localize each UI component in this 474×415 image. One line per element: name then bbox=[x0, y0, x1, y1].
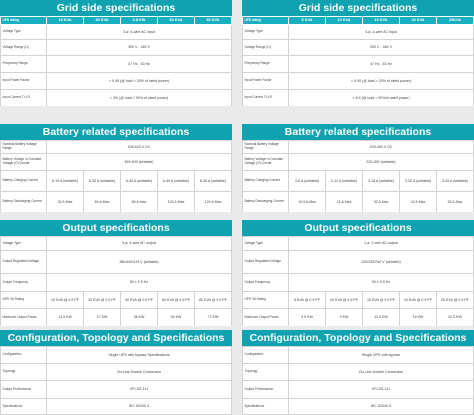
row-value: 380/400/415 V (settable) bbox=[47, 251, 232, 274]
row-value: 300 V - 460 V bbox=[289, 40, 474, 56]
table-row bbox=[243, 347, 474, 364]
table-row bbox=[1, 25, 232, 40]
row-label: Frequency Range bbox=[1, 56, 47, 73]
table-row bbox=[243, 192, 474, 213]
rating-cell: 10 KVA @ 0.9 PF bbox=[326, 292, 363, 309]
table-row bbox=[1, 399, 232, 415]
band-cell: 10 KVA bbox=[326, 17, 363, 25]
max-power-cell: 18 KW bbox=[400, 309, 437, 327]
row-label: Output Frequency bbox=[243, 274, 289, 292]
row-label: Output Performance bbox=[243, 381, 289, 399]
section-gap bbox=[0, 106, 474, 124]
row-value: > 0.99 (@ load > 20% of rated power) bbox=[289, 73, 474, 90]
table-row bbox=[243, 90, 474, 107]
table-row bbox=[1, 274, 232, 292]
table-row bbox=[243, 154, 474, 171]
row-label: Output Regulated Voltage bbox=[243, 251, 289, 274]
charging-cell: 6-40 A (settable) bbox=[158, 171, 195, 192]
grid-spec-table bbox=[0, 16, 232, 107]
max-power-cell: 13.5 KW bbox=[47, 309, 84, 327]
row-label: Topology bbox=[243, 364, 289, 381]
band-cell: 30 KVA bbox=[84, 17, 121, 25]
row-label: Voltage Type bbox=[243, 25, 289, 40]
band-cell: 60 KVA bbox=[158, 17, 195, 25]
rating-cell: 60 KVA @ 0.9 PF bbox=[158, 292, 195, 309]
table-row bbox=[1, 309, 232, 327]
section-gap bbox=[0, 212, 474, 220]
table-row bbox=[1, 154, 232, 171]
grid-spec-table bbox=[242, 16, 474, 107]
battery-spec-panel-right bbox=[242, 124, 474, 212]
row-value: On-Line Double Conversion bbox=[289, 364, 474, 381]
row-value: 50 ± 0.5 Hz bbox=[289, 274, 474, 292]
max-power-cell: 27 KW bbox=[84, 309, 121, 327]
max-power-cell: 36 KW bbox=[121, 309, 158, 327]
table-row bbox=[1, 40, 232, 56]
config-spec-panel-right bbox=[242, 330, 474, 415]
band-cell: 80 KVA bbox=[195, 17, 232, 25]
table-row bbox=[243, 56, 474, 73]
table-row bbox=[243, 40, 474, 56]
row-label: Output Regulated Voltage bbox=[1, 251, 47, 274]
charging-cell: 3-25 A (settable) bbox=[437, 171, 474, 192]
grid-spec-panel-left bbox=[0, 0, 232, 106]
section-title: Configuration, Topology and Specifications bbox=[242, 330, 474, 346]
section-title: Battery related specifications bbox=[242, 124, 474, 140]
table-row bbox=[1, 56, 232, 73]
row-label: Battery Discharging Current bbox=[243, 192, 289, 213]
row-label: Input Power Factor bbox=[1, 73, 47, 90]
table-row bbox=[243, 171, 474, 192]
table-row bbox=[243, 309, 474, 327]
config-spec-table bbox=[242, 346, 474, 415]
row-label: Configuration bbox=[1, 347, 47, 364]
band-cell: UPS rating bbox=[243, 17, 289, 25]
row-label: Output Performance bbox=[1, 381, 47, 399]
row-label: Output Frequency bbox=[1, 274, 47, 292]
row-value: 47 Hz - 63 Hz bbox=[289, 56, 474, 73]
table-row bbox=[1, 171, 232, 192]
max-power-cell: 54 KW bbox=[158, 309, 195, 327]
band-cell: 15 KVA bbox=[363, 17, 400, 25]
row-value: < 4% (@ load > 50%of rated power) bbox=[289, 90, 474, 107]
rating-cell: 5 KVA @ 0.9 PF bbox=[289, 292, 326, 309]
row-value: 3-ø, 4-wire AC input bbox=[289, 25, 474, 40]
table-row bbox=[1, 192, 232, 213]
row-value: 220-500 (settable) bbox=[289, 154, 474, 171]
battery-spec-table bbox=[242, 140, 474, 213]
charging-cell: 6-40 A (settable) bbox=[195, 171, 232, 192]
output-spec-panel-left bbox=[0, 220, 232, 326]
battery-spec-table bbox=[0, 140, 232, 213]
table-row bbox=[1, 251, 232, 274]
row-label: Battery Charging Current bbox=[243, 171, 289, 192]
table-row bbox=[243, 237, 474, 251]
row-value: Single UPS with bypass bbox=[289, 347, 474, 364]
row-label: Voltage Type bbox=[243, 237, 289, 251]
row-value: 1-ø, 2-wire AC output bbox=[289, 237, 474, 251]
row-label: Maximum Output Power bbox=[1, 309, 47, 327]
table-row bbox=[1, 237, 232, 251]
discharging-cell: 53 A Max bbox=[437, 192, 474, 213]
charging-cell: 6-15 A (settable) bbox=[47, 171, 84, 192]
row-value: < 3% (@ load > 50% of rated power) bbox=[47, 90, 232, 107]
max-power-cell: 13.5 KW bbox=[363, 309, 400, 327]
row-label: Voltage Range (I-I) bbox=[243, 40, 289, 56]
rating-cell: 25 KVA @ 0.9 PF bbox=[437, 292, 474, 309]
rating-cell: 20 KVA @ 0.9 PF bbox=[400, 292, 437, 309]
discharging-cell: 10.6 A Max bbox=[289, 192, 326, 213]
row-value: VFI-SS-111 bbox=[47, 381, 232, 399]
table-row bbox=[243, 73, 474, 90]
rating-band bbox=[1, 17, 232, 25]
band-cell: UPS rating bbox=[1, 17, 47, 25]
band-cell: 20 KVA bbox=[400, 17, 437, 25]
row-label: Voltage Type bbox=[1, 237, 47, 251]
row-value: 47 Hz - 63 Hz bbox=[47, 56, 232, 73]
section-title: Configuration, Topology and Specifications bbox=[0, 330, 232, 346]
row-value: VFI-SS-111 bbox=[289, 381, 474, 399]
table-row bbox=[243, 381, 474, 399]
discharging-cell: 42 A Max bbox=[400, 192, 437, 213]
band-cell: 5 KVA bbox=[289, 17, 326, 25]
row-value: 209-450 V DC bbox=[289, 141, 474, 154]
grid-spec-panel-right bbox=[242, 0, 474, 106]
table-row bbox=[243, 399, 474, 415]
charging-cell: 3-12 A (settable) bbox=[326, 171, 363, 192]
rating-band bbox=[243, 17, 474, 25]
row-value: 300 V - 460 V bbox=[47, 40, 232, 56]
rating-cell: 80 KVA @ 0.9 PF bbox=[195, 292, 232, 309]
row-label: UPS VA Rating bbox=[243, 292, 289, 309]
row-label: Battery Discharging Current bbox=[1, 192, 47, 213]
charging-cell: 3-18 A (settable) bbox=[363, 171, 400, 192]
band-cell: 15 KVA bbox=[47, 17, 84, 25]
row-label: Input Power Factor bbox=[243, 73, 289, 90]
table-row bbox=[1, 364, 232, 381]
discharging-cell: 32 A Max bbox=[363, 192, 400, 213]
row-value: On-Line Double Conversion bbox=[47, 364, 232, 381]
row-value: 408-624 V DC bbox=[47, 141, 232, 154]
max-power-cell: 4.5 KW bbox=[289, 309, 326, 327]
config-spec-table bbox=[0, 346, 232, 415]
table-row bbox=[243, 251, 474, 274]
section-title: Battery related specifications bbox=[0, 124, 232, 140]
row-value: IEC 62040-3 bbox=[289, 399, 474, 415]
section-title: Grid side specifications bbox=[0, 0, 232, 16]
rating-cell: 15 KVA @ 0.9 PF bbox=[363, 292, 400, 309]
row-label: Input Current T.H.D bbox=[1, 90, 47, 107]
row-value: IEC 62040-3 bbox=[47, 399, 232, 415]
discharging-cell: 80 A Max bbox=[121, 192, 158, 213]
table-row bbox=[1, 381, 232, 399]
table-row bbox=[1, 90, 232, 107]
max-power-cell: 9 KW bbox=[326, 309, 363, 327]
row-value: 220/230/240 V (settable) bbox=[289, 251, 474, 274]
table-row bbox=[243, 25, 474, 40]
table-row bbox=[1, 73, 232, 90]
table-row bbox=[243, 274, 474, 292]
table-row bbox=[243, 141, 474, 154]
row-label: Configuration bbox=[243, 347, 289, 364]
row-label: Input Current T.H.D bbox=[243, 90, 289, 107]
charging-cell: 6-30 A (settable) bbox=[84, 171, 121, 192]
row-value: > 0.99 (@ load > 20% of rated power) bbox=[47, 73, 232, 90]
discharging-cell: 21 A Max bbox=[326, 192, 363, 213]
row-label: Battery Voltage in Constant Voltage (CV) mode bbox=[1, 154, 47, 171]
config-spec-panel-left bbox=[0, 330, 232, 415]
row-value: 459-699 (settable) bbox=[47, 154, 232, 171]
max-power-cell: 72 KW bbox=[195, 309, 232, 327]
row-label: Specifications bbox=[1, 399, 47, 415]
row-label: Maximum Output Power bbox=[243, 309, 289, 327]
table-row bbox=[1, 347, 232, 364]
rating-cell: 40 KVA @ 0.9 PF bbox=[121, 292, 158, 309]
section-title: Grid side specifications bbox=[242, 0, 474, 16]
rating-cell: 30 KVA @ 0.9 PF bbox=[84, 292, 121, 309]
section-title: Output specifications bbox=[242, 220, 474, 236]
output-spec-table bbox=[242, 236, 474, 327]
band-cell: 25KVA bbox=[437, 17, 474, 25]
row-label: Specifications bbox=[243, 399, 289, 415]
row-label: UPS VA Rating bbox=[1, 292, 47, 309]
row-value: 3-ø, 4-wire AC input bbox=[47, 25, 232, 40]
rating-cell: 15 KVA @ 0.9 PF bbox=[47, 292, 84, 309]
discharging-cell: 60 A Max bbox=[84, 192, 121, 213]
table-row bbox=[1, 292, 232, 309]
discharging-cell: 30 A Max bbox=[47, 192, 84, 213]
row-label: Voltage Range (I-I) bbox=[1, 40, 47, 56]
row-label: Nominal Battery Voltage Range bbox=[243, 141, 289, 154]
row-label: Voltage Type bbox=[1, 25, 47, 40]
column-divider bbox=[232, 0, 242, 415]
band-cell: 6.8 KW bbox=[121, 17, 158, 25]
discharging-cell: 100 A Max bbox=[158, 192, 195, 213]
row-value: 3-ø, 4-wire AC output bbox=[47, 237, 232, 251]
table-row bbox=[243, 364, 474, 381]
max-power-cell: 22.5 KW bbox=[437, 309, 474, 327]
discharging-cell: 120 A Max bbox=[195, 192, 232, 213]
section-title: Output specifications bbox=[0, 220, 232, 236]
row-label: Topology bbox=[1, 364, 47, 381]
row-label: Nominal Battery Voltage Range bbox=[1, 141, 47, 154]
table-row bbox=[243, 292, 474, 309]
row-label: Battery Charging Current bbox=[1, 171, 47, 192]
battery-spec-panel-left bbox=[0, 124, 232, 212]
charging-cell: 3-6 A (settable) bbox=[289, 171, 326, 192]
row-label: Frequency Range bbox=[243, 56, 289, 73]
row-label: Battery Voltage in Constant Voltage (CV) mode bbox=[243, 154, 289, 171]
output-spec-table bbox=[0, 236, 232, 327]
output-spec-panel-right bbox=[242, 220, 474, 326]
charging-cell: 6-40 A (settable) bbox=[121, 171, 158, 192]
row-value: Single UPS with bypass Specifications bbox=[47, 347, 232, 364]
row-value: 50 ± 0.5 Hz bbox=[47, 274, 232, 292]
table-row bbox=[1, 141, 232, 154]
charging-cell: 3-20 A (settable) bbox=[400, 171, 437, 192]
